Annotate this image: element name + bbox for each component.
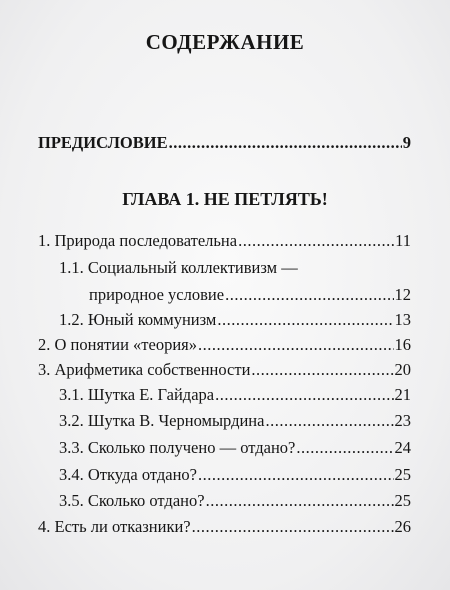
dot-leader [198, 334, 394, 356]
toc-entry [59, 464, 411, 486]
toc-entry-page: 16 [394, 335, 411, 354]
toc-entry-label: 1.2. Юный коммунизм [59, 310, 217, 329]
toc-entry [59, 437, 411, 459]
toc-entry-label: ПРЕДИСЛОВИЕ [38, 133, 168, 152]
toc-entry-label: природное условие [89, 285, 225, 304]
toc-entry [59, 309, 411, 331]
dot-leader [206, 490, 394, 512]
dot-leader [251, 359, 393, 381]
toc-entry-page: 21 [394, 385, 411, 404]
toc-entry-page: 23 [394, 411, 411, 430]
toc-entry-page: 20 [394, 360, 411, 379]
toc-entry-page: 11 [395, 231, 411, 250]
toc-entry [59, 384, 411, 406]
toc-entry-label: 3. Арифметика собственности [38, 360, 251, 379]
dot-leader [192, 516, 394, 538]
dot-leader [217, 309, 393, 331]
toc-entry-label: 3.4. Откуда отдано? [59, 465, 197, 484]
toc-entry [59, 410, 411, 432]
toc-entry [38, 359, 411, 381]
toc-entry-label: 1.1. Социальный коллективизм — [59, 258, 298, 277]
dot-leader [265, 410, 393, 432]
toc-entry-preface [38, 132, 411, 154]
toc-entry [59, 490, 411, 512]
toc-entry [38, 230, 411, 252]
toc-entry-label: 4. Есть ли отказники? [38, 517, 191, 536]
toc-entry-label: 3.3. Сколько получено — отдано? [59, 438, 296, 457]
toc-entry-page: 9 [402, 133, 411, 152]
toc-entry [38, 334, 411, 356]
toc-entry-page: 12 [394, 285, 411, 304]
dot-leader [169, 132, 402, 154]
dot-leader [225, 284, 393, 306]
toc-entry [59, 257, 298, 279]
dot-leader [238, 230, 394, 252]
dot-leader [296, 437, 393, 459]
toc-entry [89, 284, 411, 306]
toc-entry-label: 3.1. Шутка Е. Гайдара [59, 385, 215, 404]
chapter-heading: ГЛАВА 1. НЕ ПЕТЛЯТЬ! [122, 189, 328, 209]
toc-entry-label: 3.2. Шутка В. Черномырдина [59, 411, 265, 430]
dot-leader [215, 384, 393, 406]
page-title: СОДЕРЖАНИЕ [145, 30, 305, 54]
toc-entry-page: 25 [394, 491, 411, 510]
toc-entry-label: 3.5. Сколько отдано? [59, 491, 205, 510]
toc-entry-label: 1. Природа последовательна [38, 231, 238, 250]
dot-leader [198, 464, 394, 486]
toc-entry-page: 24 [394, 438, 411, 457]
toc-entry [38, 516, 411, 538]
toc-entry-page: 26 [394, 517, 411, 536]
toc-entry-label: 2. О понятии «теория» [38, 335, 197, 354]
toc-entry-page: 25 [394, 465, 411, 484]
toc-entry-page: 13 [394, 310, 411, 329]
